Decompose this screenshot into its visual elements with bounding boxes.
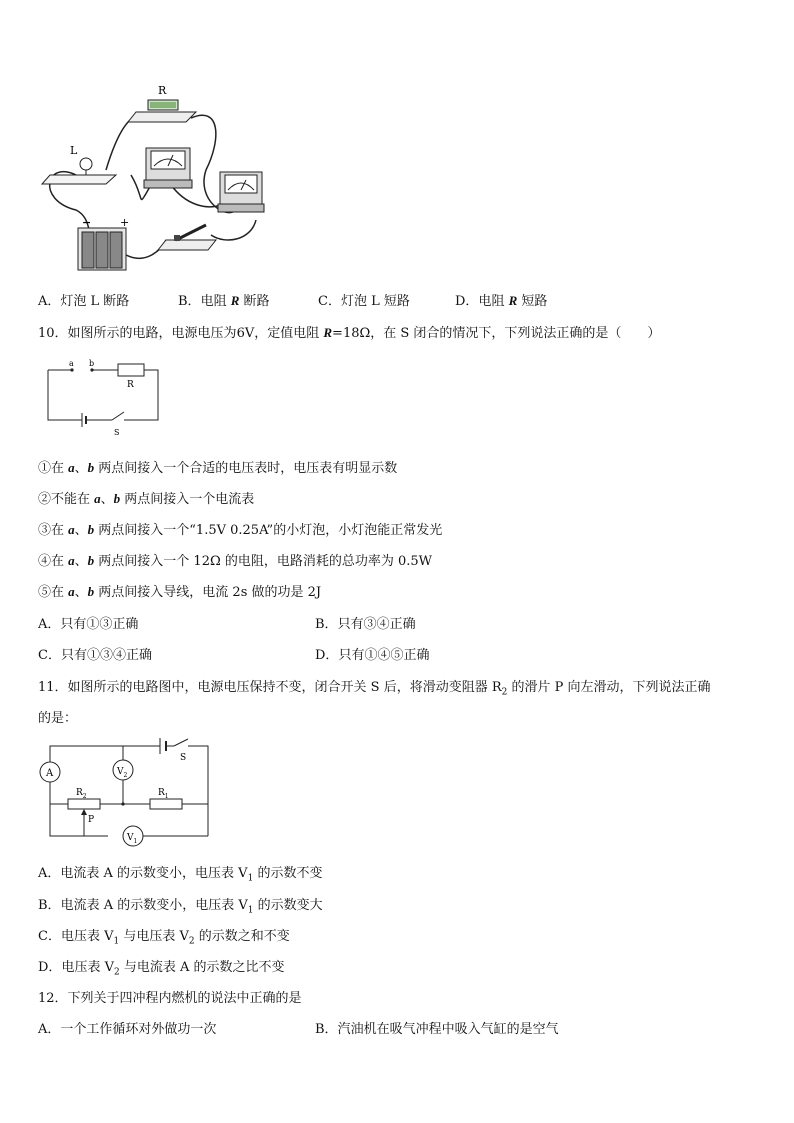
q10-statement-2: ②不能在 a、b 两点间接入一个电流表 [38, 491, 255, 507]
lamp-board [42, 158, 116, 184]
resistor-r1-label: $R_1$ [158, 788, 169, 800]
battery-minus-label: − [82, 216, 92, 229]
voltmeter-v1-label: $V_1$ [127, 833, 138, 845]
switch-s-label: S [180, 753, 187, 763]
q9-circuit-figure [36, 80, 276, 275]
point-b-label: b [89, 359, 95, 368]
q10-stem: 10．如图所示的电路，电源电压为6V，定值电阻 R=18Ω，在 S 闭合的情况下，下列说法正确的是（ ） [38, 325, 661, 341]
q11-stem-line2: 的是： [38, 711, 78, 726]
resistor-label: R [158, 84, 167, 97]
q10-option-a: A．只有①③正确 [38, 617, 139, 632]
ammeter-a-label: A [46, 768, 54, 779]
meter-1 [144, 148, 192, 188]
knife-switch [158, 225, 216, 250]
q10-option-c: C．只有①③④正确 [38, 648, 152, 663]
q11-option-c: C．电压表 $V_1$ 与电压表 $V_2$ 的示数之和不变 [38, 929, 290, 947]
meter-2 [218, 172, 264, 212]
q11-option-a: A．电流表 A 的示数变小，电压表 $V_1$ 的示数不变 [38, 866, 323, 884]
q11-option-b: B．电流表 A 的示数变小，电压表 $V_1$ 的示数变大 [38, 898, 323, 916]
battery-plus-label: + [120, 216, 130, 229]
q9-option-a: A．灯泡 L 断路 [38, 294, 130, 309]
q11-circuit-figure [36, 732, 216, 852]
q10-statement-5: ⑤在 a、b 两点间接入导线，电流 2s 做的功是 2J [38, 584, 322, 600]
resistor-r-label: R [127, 380, 134, 390]
slider-p-label: P [88, 815, 95, 825]
q12-option-b: B．汽油机在吸气冲程中吸入气缸的是空气 [315, 1022, 559, 1037]
q10-statement-4: ④在 a、b 两点间接入一个 12Ω 的电阻，电路消耗的总功率为 0.5W [38, 553, 433, 569]
voltmeter-v2-label: $V_2$ [117, 767, 128, 779]
battery [78, 228, 126, 270]
q10-circuit-figure [42, 358, 172, 438]
lamp-label: L [70, 144, 78, 157]
q9-option-d: D．电阻 R 短路 [455, 293, 548, 309]
switch-s-label: S [114, 428, 120, 437]
q9-option-c: C．灯泡 L 短路 [318, 294, 410, 309]
q10-statement-3: ③在 a、b 两点间接入一个“1.5V 0.25A”的小灯泡，小灯泡能正常发光 [38, 522, 443, 538]
point-a-label: a [69, 359, 74, 368]
q9-option-b: B．电阻 R 断路 [178, 293, 270, 309]
q12-stem: 12．下列关于四冲程内燃机的说法中正确的是 [38, 991, 302, 1006]
q10-circuit-drawing [42, 358, 172, 438]
resistor-board [128, 100, 196, 122]
q11-option-d: D．电压表 $V_2$ 与电流表 A 的示数之比不变 [38, 960, 285, 978]
q11-circuit-drawing [36, 732, 216, 852]
q10-option-d: D．只有①④⑤正确 [315, 648, 430, 663]
q10-option-b: B．只有③④正确 [315, 617, 416, 632]
q9-circuit-drawing [36, 80, 276, 275]
q12-option-a: A．一个工作循环对外做功一次 [38, 1022, 217, 1037]
q11-stem-line1: 11．如图所示的电路图中，电源电压保持不变，闭合开关 S 后，将滑动变阻器 $R_2$ 的滑片 P 向左滑动，下列说法正确 [38, 680, 711, 698]
q10-statement-1: ①在 a、b 两点间接入一个合适的电压表时，电压表有明显示数 [38, 460, 398, 476]
rheostat-r2-label: $R_2$ [76, 788, 87, 800]
